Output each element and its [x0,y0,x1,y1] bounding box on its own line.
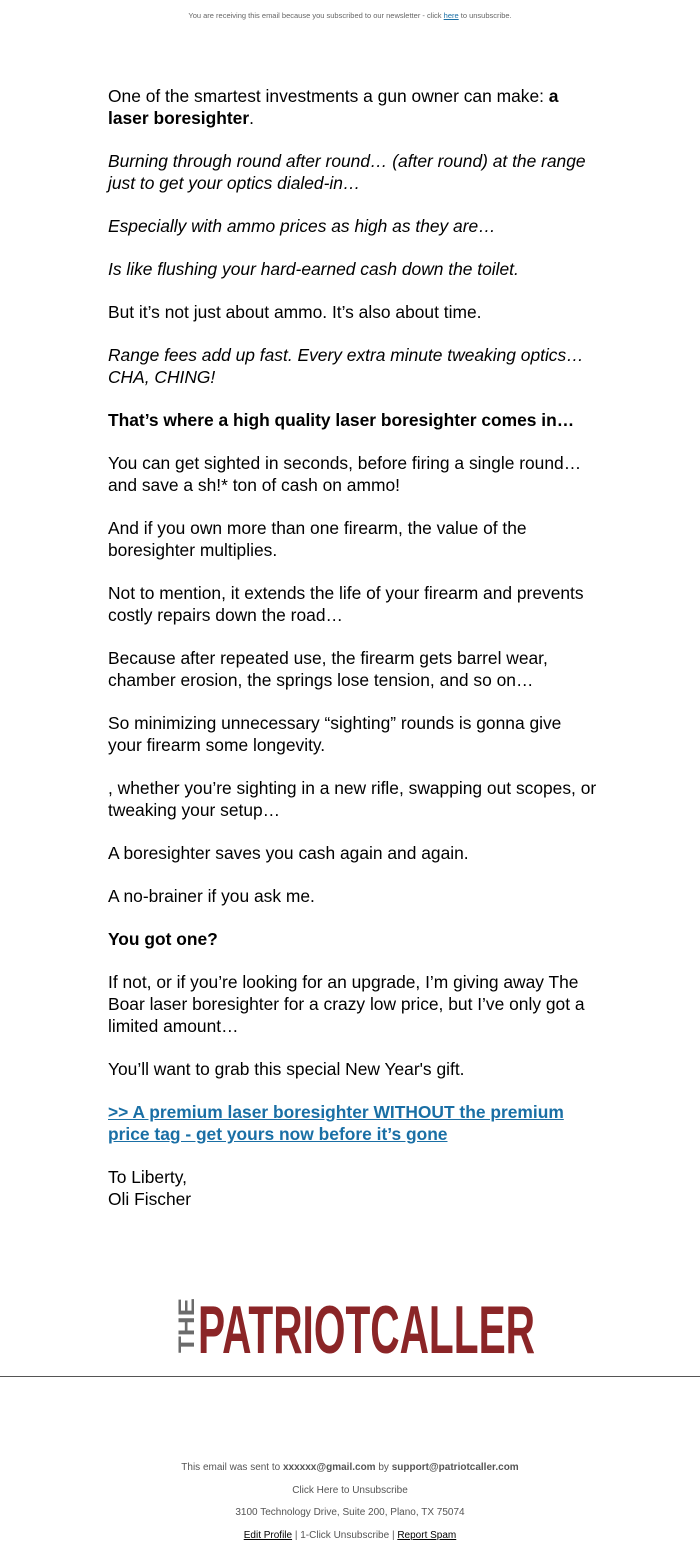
sent-to-line [0,1458,700,1481]
signature: Oli Fischer [108,1189,191,1209]
intro-text: One of the smartest investments a gun owner can make: [108,86,549,106]
footer-separator: | [292,1530,300,1541]
intro-bold: a laser boresighter [108,86,558,128]
paragraph-10: Not to mention, it extends the life of your firearm and prevents costly repairs down the road… [108,582,598,626]
paragraph-7: That’s where a high quality laser boresighter comes in… [108,409,598,431]
paragraph-12: So minimizing unnecessary “sighting” rounds is gonna give your firearm some longevity. [108,712,598,756]
paragraph-3: Especially with ammo prices as high as they are… [108,215,598,237]
paragraph-9: And if you own more than one firearm, the value of the boresighter multiplies. [108,517,598,561]
paragraph-11: Because after repeated use, the firearm gets barrel wear, chamber erosion, the springs lose tension, and so on… [108,647,598,691]
signoff-block [108,1166,598,1210]
signoff: To Liberty, [108,1167,187,1187]
unsubscribe-link[interactable]: Click Here to Unsubscribe [0,1481,700,1504]
recipient-email: xxxxxx@gmail.com [283,1462,376,1473]
paragraph-14: A boresighter saves you cash again and again. [108,842,598,864]
sender-email: support@patriotcaller.com [392,1462,519,1473]
logo-the: THE [174,1298,199,1353]
sent-prefix: This email was sent to [181,1462,283,1473]
paragraph-13: , whether you’re sighting in a new rifle, swapping out scopes, or tweaking your setup… [108,777,598,821]
edit-profile-link[interactable]: Edit Profile [244,1530,292,1541]
paragraph-18: You’ll want to grab this special New Year's gift. [108,1058,598,1080]
cta-link[interactable]: >> A premium laser boresighter WITHOUT the premium price tag - get yours now before it’s gone [108,1102,564,1144]
report-spam-link[interactable]: Report Spam [397,1530,456,1541]
sent-by: by [376,1462,392,1473]
paragraph-17: If not, or if you’re looking for an upgrade, I’m giving away The Boar laser boresighter for a crazy low price, but I’ve only got a limited amount… [108,971,598,1037]
paragraph-2: Burning through round after round… (after round) at the range just to get your optics dialed-in… [108,150,598,194]
paragraph-5: But it’s not just about ammo. It’s also about time. [108,301,598,323]
newsletter-notice [0,0,700,23]
paragraph-16: You got one? [108,928,598,950]
intro-end: . [249,108,254,128]
notice-text: You are receiving this email because you subscribed to our newsletter - click [188,11,443,20]
paragraph-4: Is like flushing your hard-earned cash down the toilet. [108,258,598,280]
intro-paragraph [108,85,598,129]
email-footer [0,1458,700,1548]
logo-name: PATRIOTCALLER [198,1296,535,1356]
paragraph-8: You can get sighted in seconds, before firing a single round… and save a sh!* ton of cash on ammo! [108,452,598,496]
postal-address: 3100 Technology Drive, Suite 200, Plano, TX 75074 [0,1503,700,1526]
paragraph-6: Range fees add up fast. Every extra minute tweaking optics… CHA, CHING! [108,344,598,388]
patriotcaller-logo [160,1296,540,1356]
footer-links [0,1526,700,1548]
notice-text-end: to unsubscribe. [459,11,512,20]
email-body [108,85,598,1231]
footer-separator: | [389,1530,397,1541]
paragraph-15: A no-brainer if you ask me. [108,885,598,907]
footer-divider [0,1376,700,1377]
unsubscribe-here-link[interactable]: here [444,11,459,20]
one-click-unsubscribe-link[interactable]: 1-Click Unsubscribe [300,1530,389,1541]
